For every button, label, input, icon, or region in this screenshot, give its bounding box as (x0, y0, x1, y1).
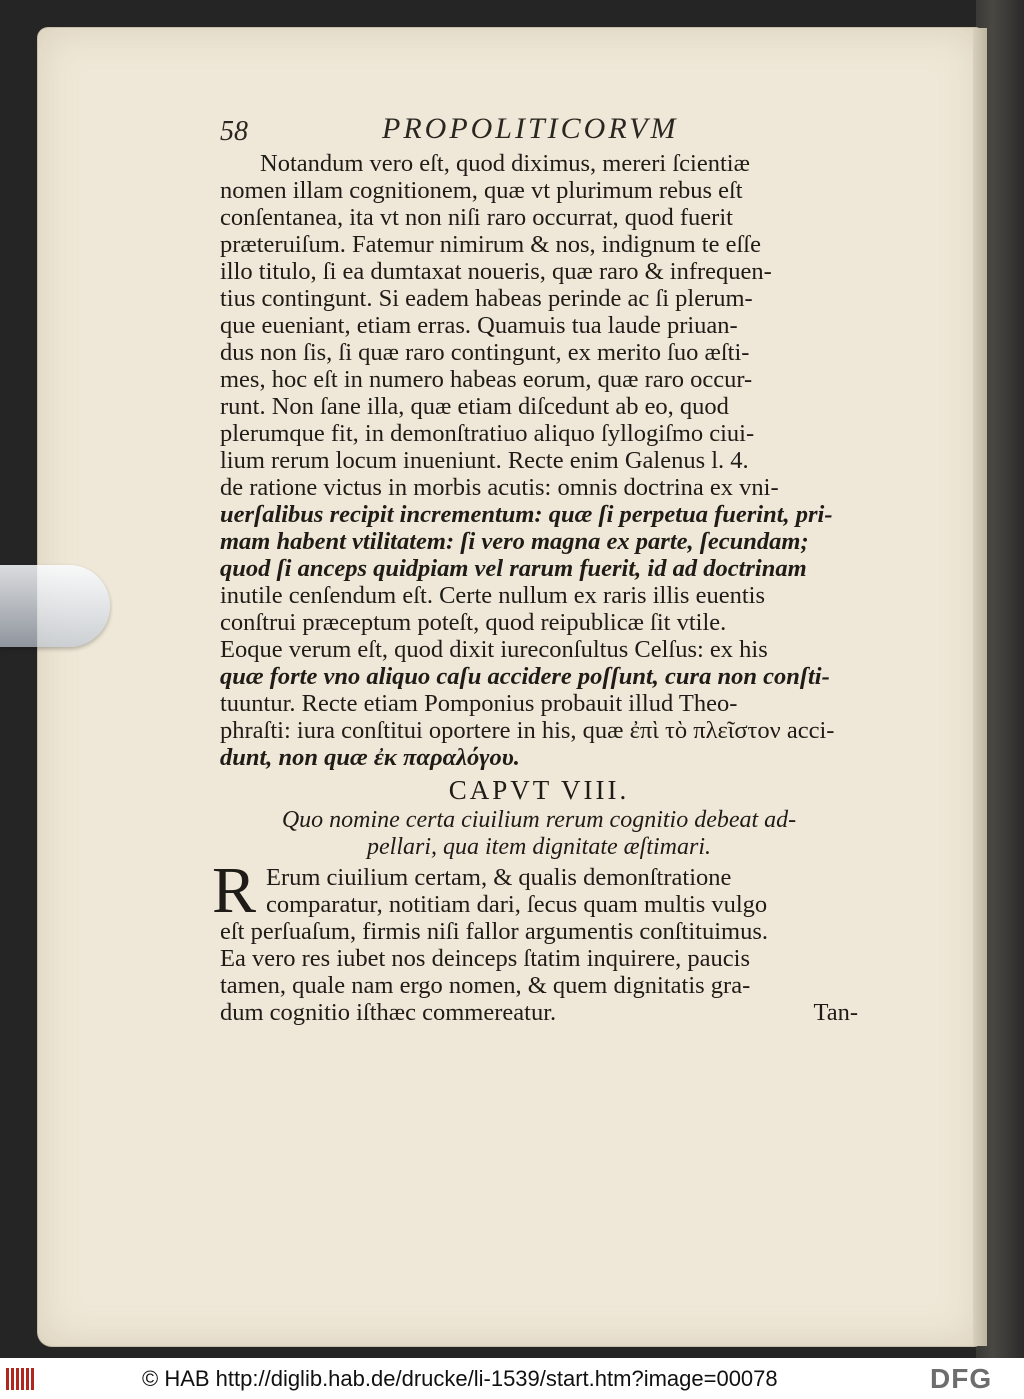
text-line: comparatur, notitiam dari, ſecus quam multis vulgo (266, 891, 768, 918)
paragraph-2 (212, 854, 858, 1026)
running-head: PROPOLITICORVM (382, 112, 679, 145)
chapter-subtitle: Quo nomine certa ciuilium rerum cognitio debeat ad- (281, 807, 797, 833)
text-line: phraſti: iura conſtitui oportere in his, quæ ἐπὶ τὸ πλεῖστον acci- (220, 717, 835, 744)
page-header (220, 112, 860, 152)
drop-cap: R (212, 854, 257, 927)
text-line: tius contingunt. Si eadem habeas perinde ac ſi plerum- (220, 285, 753, 312)
text-line: eſt perſuaſum, firmis niſi fallor argumentis conſtituimus. (220, 918, 768, 945)
text-line: conſentanea, ita vt non niſi raro occurrat, quod fuerit (220, 204, 733, 231)
viewer-footer (0, 1358, 1024, 1399)
text-line (220, 999, 858, 1026)
text-line: inutile cenſendum eſt. Certe nullum ex raris illis euentis (220, 582, 765, 609)
text-line: mes, hoc eſt in numero habeas eorum, quæ raro occur- (220, 366, 753, 393)
page-number: 58 (220, 116, 248, 147)
bars-icon (6, 1368, 36, 1390)
text-line: lium rerum locum inueniunt. Recte enim Galenus l. 4. (220, 447, 749, 474)
text-line: dus non ſis, ſi quæ raro contingunt, ex merito ſuo æſti- (220, 339, 750, 366)
catchword: Tan- (813, 999, 858, 1026)
text-line: conſtrui præceptum poteſt, quod reipublicæ ſit vtile. (220, 609, 727, 636)
text-line: quæ forte vno aliquo caſu accidere poſſunt, cura non conſti- (220, 663, 830, 690)
dfg-logo: DFG (930, 1363, 993, 1394)
page-curl (973, 28, 987, 1346)
copyright-link[interactable]: © HAB http://diglib.hab.de/drucke/li-1539/start.htm?image=00078 (142, 1366, 778, 1391)
text-line: Erum ciuilium certam, & qualis demonſtratione (266, 864, 732, 891)
text-line: plerumque fit, in demonſtratiuo aliquo ſyllogiſmo ciui- (220, 420, 755, 447)
text-line: præteruiſum. Fatemur nimirum & nos, indignum te eſſe (220, 231, 761, 258)
chapter-subtitle: pellari, qua item dignitate æſtimari. (367, 834, 711, 860)
text-line: tuuntur. Recte etiam Pomponius probauit illud Theo- (220, 690, 738, 717)
text-line: de ratione victus in morbis acutis: omnis doctrina ex vni- (220, 474, 779, 501)
text-line: Notandum vero eſt, quod diximus, mereri ſcientiæ (260, 150, 750, 177)
text-line: que eueniant, etiam erras. Quamuis tua laude priuan- (220, 312, 738, 339)
text-line: uerſalibus recipit incrementum: quæ ſi perpetua fuerint, pri- (220, 501, 833, 528)
text-line: mam habent vtilitatem: ſi vero magna ex parte, ſecundam; (220, 528, 809, 555)
text-line: tamen, quale nam ergo nomen, & quem dignitatis gra- (220, 972, 751, 999)
page-clip (0, 565, 110, 647)
text-line: Ea vero res iubet nos deinceps ſtatim inquirere, paucis (220, 945, 750, 972)
text-line: Eoque verum eſt, quod dixit iureconſultus Celſus: ex his (220, 636, 768, 663)
text-line: runt. Non ſane illa, quæ etiam diſcedunt ab eo, quod (220, 393, 729, 420)
chapter-title: CAPVT VIII. (448, 775, 630, 805)
text-line: quod ſi anceps quidpiam vel rarum fuerit, id ad doctrinam (220, 555, 807, 582)
paragraph-1 (220, 150, 858, 771)
text-line: illo titulo, ſi ea dumtaxat noueris, quæ raro & infrequen- (220, 258, 772, 285)
text-block (212, 150, 858, 1026)
text-line-content: dum cognitio iſthæc commereatur. (220, 999, 557, 1026)
text-line: dunt, non quæ ἐκ παραλόγου. (220, 744, 520, 771)
text-line: nomen illam cognitionem, quæ vt plurimum rebus eſt (220, 177, 743, 204)
